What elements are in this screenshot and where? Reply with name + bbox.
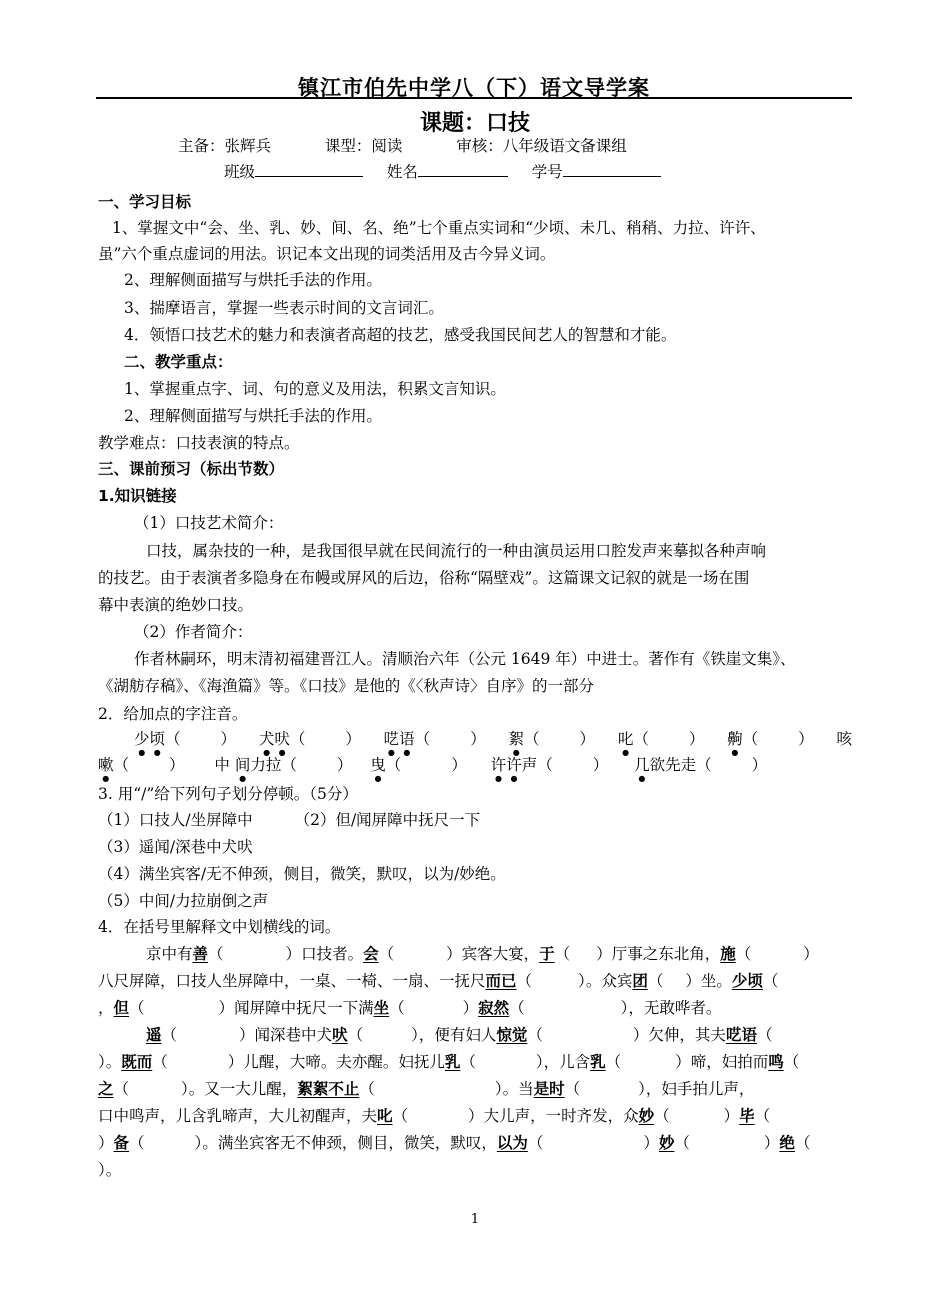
dotted-word: 几 [634,756,650,774]
dotted-word: 许许 [490,756,522,774]
section-heading: 一、学习目标 [98,193,192,211]
meta-review: 审核：八年级语文备课组 [456,137,627,155]
paragraph-line: 1、掌握重点字、词、句的意义及用法，积累文言知识。 [124,380,506,398]
paragraph-line: 的技艺。由于表演者多隐身在布幔或屏风的后边，俗称“隔壁戏”。这篇课文记叙的就是一场在围 [98,569,750,587]
question-heading: 2．给加点的字注音。 [98,705,248,723]
number-blank[interactable] [563,160,661,177]
passage-line: ，但（ ）闻屏障中抚尺一下满坐（ ）寂然（ ），无敢哗者。 [98,998,722,1017]
exercise-line: （4）满坐宾客/无不伸颈，侧目，微笑，默叹，以为/妙绝。 [98,865,506,883]
word: 中 [214,756,230,774]
paragraph-line: 2、理解侧面描写与烘托手法的作用。 [124,271,382,289]
paragraph-line: 2、理解侧面描写与烘托手法的作用。 [124,407,382,425]
exercise-line: （3）遥闻/深巷中犬吠 [98,838,253,856]
header-title: 镇江市伯先中学八（下）语文导学案 [298,76,650,100]
paragraph-line: 4．领悟口技艺术的魅力和表演者高超的技艺，感受我国民间艺人的智慧和才能。 [124,326,677,344]
paragraph-line: 口技，属杂技的一种，是我国很早就在民间流行的一种由演员运用口腔发声来摹拟各种声响 [146,542,767,560]
exercise-line: （5）中间/力拉崩倒之声 [98,892,269,910]
dotted-word: 间 [234,756,251,774]
dotted-word: 叱 [617,730,634,748]
dotted-word: 犬吠 [258,730,290,748]
class-label: 班级 [224,163,256,181]
number-label: 学号 [531,163,563,181]
dotted-word: 呓语 [383,730,415,748]
word: 咳 [836,730,852,748]
info-row [224,160,950,184]
paragraph-line: 教学难点：口技表演的特点。 [98,434,300,452]
passage-line: 京中有善（ ）口技者。会（ ）宾客大宴，于（ ）厅事之东北角，施（ ） [146,944,819,963]
header-rule [96,97,852,99]
dotted-word: 嗽 [98,756,114,774]
exercise-line: （1）口技人/坐屏障中 （2）但/闻屏障中抚尺一下 [98,811,481,829]
paragraph-line: 3、揣摩语言，掌握一些表示时间的文言词汇。 [124,299,444,317]
meta-author: 主备：张辉兵 [178,137,272,155]
passage-line: ）。 [98,1161,122,1179]
paragraph-line: （2）作者简介： [134,623,253,641]
paragraph-line: 虽”六个重点虚词的用法。识记本文出现的词类活用及古今异义词。 [98,245,556,263]
name-blank[interactable] [418,160,508,177]
paragraph-line: 《湖舫存稿》、《海渔篇》等。《口技》是他的《〈秋声诗〉自序》的一部分 [98,677,595,695]
paragraph-line: 作者林嗣环，明末清初福建晋江人。清顺治六年（公元 1649 年）中进士。著作有《铁崖文集》、 [134,650,796,668]
passage-line: ）备（ ）。满坐宾客无不伸颈，侧目，微笑，默叹，以为（ ）妙（ ）绝（ [98,1133,811,1152]
passage-line: 遥（ ）闻深巷中犬吠（ ），便有妇人惊觉（ ）欠伸，其夫呓语（ [146,1025,773,1044]
question-heading: 4．在括号里解释文中划横线的词。 [98,918,341,936]
lesson-title: 课题：口技 [419,111,530,136]
passage-line: 口中鸣声，儿含乳啼声，大儿初醒声，夫叱（ ）大儿声，一时齐发，众妙（ ）毕（ [98,1106,771,1125]
phonetic-row: 少顷（ ） 犬吠（ ） 呓语（ ） 絮（ ） 叱（ ） 齁（ ） 咳 [134,727,852,757]
meta-type: 课型：阅读 [324,137,403,155]
dotted-word: 少顷 [134,730,166,748]
dotted-word: 齁 [727,730,743,748]
dotted-word: 絮 [508,730,524,748]
meta-row [178,134,934,158]
phonetic-row: 嗽（ ） 中 间力拉（ ） 曳（ ） 许许声（ ） 几欲先走（ ） [98,756,768,774]
dotted-word: 曳 [370,756,386,774]
page-number: 1 [470,1212,480,1227]
passage-line: 八尺屏障，口技人坐屏障中，一桌、一椅、一扇、一抚尺而已（ ）。众宾团（ ）坐。少顷（ [98,971,779,990]
section-heading: 三、课前预习（标出节数） [98,460,285,478]
section-heading: 二、教学重点： [124,353,233,371]
paragraph-line: 1、掌握文中“会、坐、乳、妙、间、名、绝”七个重点实词和“少顷、未几、稍稍、力拉、许许、 [112,219,766,237]
passage-line: 之（ ）。又一大儿醒，絮絮不止（ ）。当是时（ ），妇手拍儿声， [98,1079,755,1098]
class-blank[interactable] [255,160,363,177]
passage-line: ）。既而（ ）儿醒，大啼。夫亦醒。妇抚儿乳（ ），儿含乳（ ）啼，妇拍而鸣（ [98,1052,800,1071]
paragraph-line: （1）口技艺术简介： [134,514,284,532]
subsection-heading: 1.知识链接 [98,487,177,505]
name-label: 姓名 [386,163,418,181]
question-heading: 3. 用“/”给下列句子划分停顿。（5分） [98,785,358,803]
paragraph-line: 幕中表演的绝妙口技。 [98,596,254,614]
